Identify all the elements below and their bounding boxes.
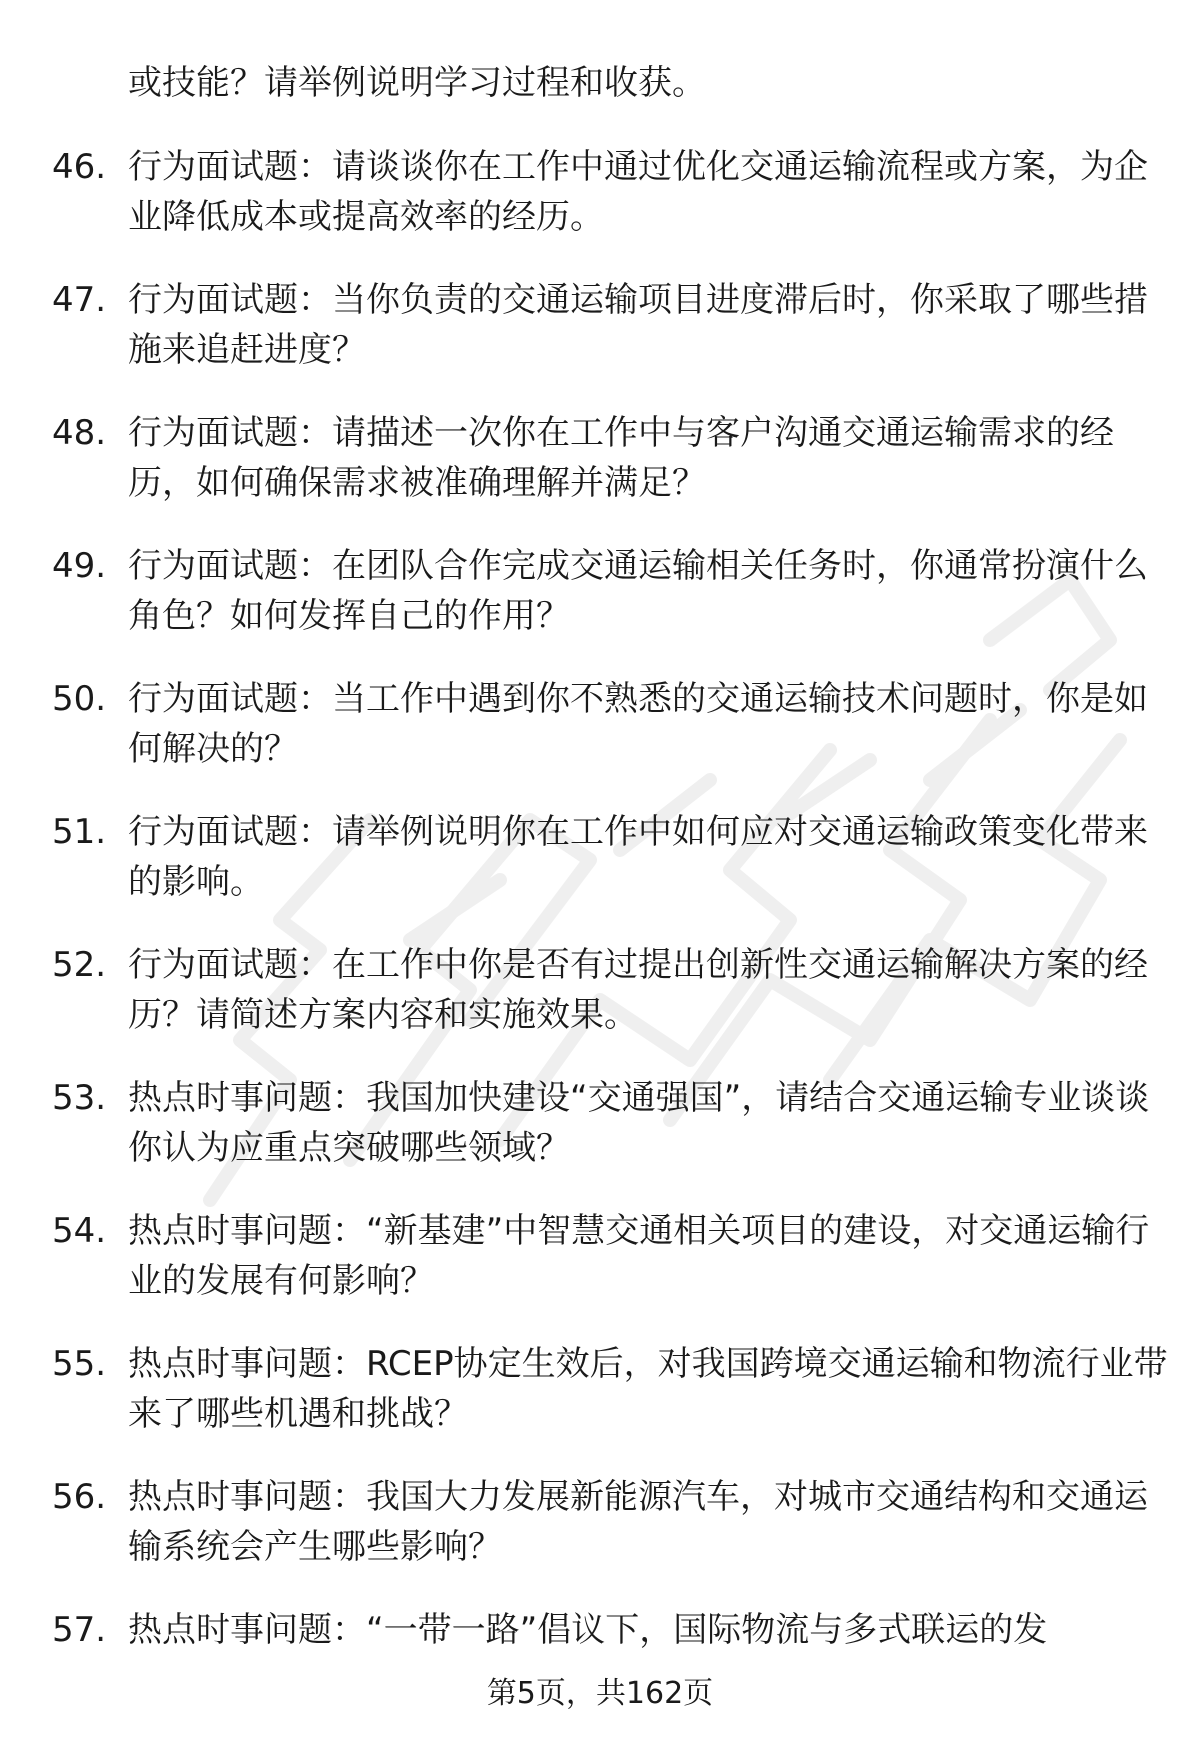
question-text: 热点时事问题：RCEP协定生效后，对我国跨境交通运输和物流行业带来了哪些机遇和挑战？ xyxy=(128,1344,1168,1434)
question-number: 56. xyxy=(52,1477,107,1517)
continuation-text: 或技能？请举例说明学习过程和收获。 xyxy=(128,63,706,103)
question-number: 48. xyxy=(52,413,107,453)
question-text: 行为面试题：请举例说明你在工作中如何应对交通运输政策变化带来的影响。 xyxy=(128,812,1148,902)
list-item xyxy=(0,142,1200,242)
question-number: 51. xyxy=(52,812,107,852)
question-number: 53. xyxy=(52,1078,107,1118)
list-item xyxy=(0,541,1200,641)
question-text: 行为面试题：请描述一次你在工作中与客户沟通交通运输需求的经历，如何确保需求被准确理解并满足？ xyxy=(128,413,1114,503)
question-text: 行为面试题：当你负责的交通运输项目进度滞后时，你采取了哪些措施来追赶进度？ xyxy=(128,280,1148,370)
question-number: 57. xyxy=(52,1610,107,1650)
list-item xyxy=(0,940,1200,1040)
question-text: 行为面试题：请谈谈你在工作中通过优化交通运输流程或方案，为企业降低成本或提高效率的经历。 xyxy=(128,147,1148,237)
question-number: 50. xyxy=(52,679,107,719)
list-item xyxy=(0,408,1200,508)
page-footer: 第5页，共162页 xyxy=(486,1676,714,1711)
list-item xyxy=(0,275,1200,375)
question-number: 55. xyxy=(52,1344,107,1384)
question-text: 行为面试题：在团队合作完成交通运输相关任务时，你通常扮演什么角色？如何发挥自己的作用？ xyxy=(128,546,1148,636)
list-item xyxy=(0,1073,1200,1173)
question-number: 46. xyxy=(52,147,107,187)
question-text: 行为面试题：在工作中你是否有过提出创新性交通运输解决方案的经历？请简述方案内容和实施效果。 xyxy=(128,945,1148,1035)
question-number: 49. xyxy=(52,546,107,586)
list-item xyxy=(0,674,1200,774)
question-text: 热点时事问题：我国加快建设“交通强国”，请结合交通运输专业谈谈你认为应重点突破哪些领域？ xyxy=(128,1078,1150,1168)
list-item xyxy=(0,1339,1200,1439)
question-number: 52. xyxy=(52,945,107,985)
question-number: 54. xyxy=(52,1211,107,1251)
list-item xyxy=(0,1206,1200,1306)
question-number: 47. xyxy=(52,280,107,320)
question-list xyxy=(0,142,1200,1738)
question-text: 行为面试题：当工作中遇到你不熟悉的交通运输技术问题时，你是如何解决的？ xyxy=(128,679,1148,769)
question-text: 热点时事问题：“新基建”中智慧交通相关项目的建设，对交通运输行业的发展有何影响？ xyxy=(128,1211,1150,1301)
question-text: 热点时事问题：“一带一路”倡议下，国际物流与多式联运的发 xyxy=(128,1610,1048,1650)
question-text: 热点时事问题：我国大力发展新能源汽车，对城市交通结构和交通运输系统会产生哪些影响？ xyxy=(128,1477,1148,1567)
list-item xyxy=(0,1472,1200,1572)
list-item xyxy=(0,807,1200,907)
